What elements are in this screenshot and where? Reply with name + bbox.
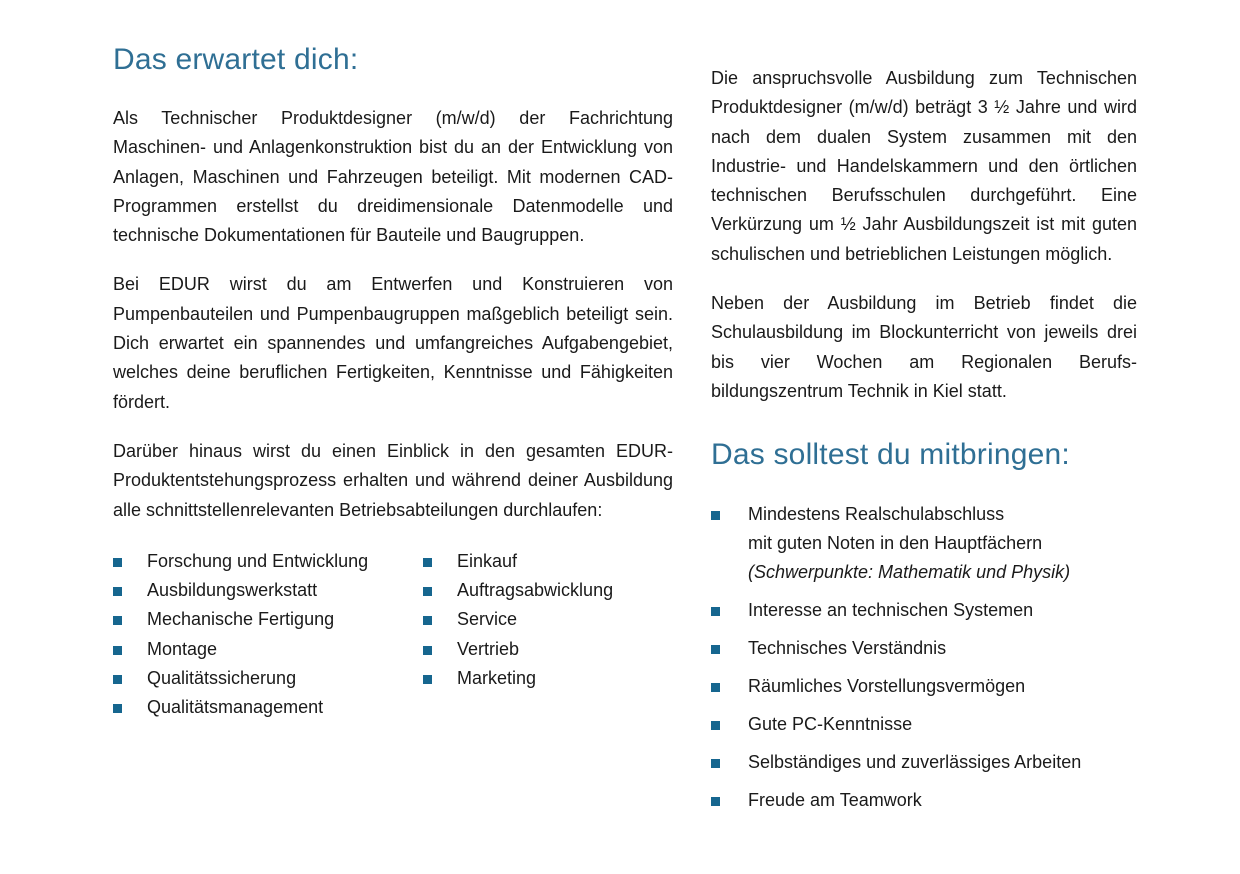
department-lists [113,547,673,737]
square-bullet-icon [113,675,122,684]
list-item [711,672,1137,701]
square-bullet-icon [423,675,432,684]
list-item [113,576,368,605]
department-list-2 [423,547,613,693]
list-item [113,605,368,634]
list-item [423,547,613,576]
square-bullet-icon [711,645,720,654]
requirement-label: Gute PC-Kenntnisse [748,714,913,735]
list-item [423,635,613,664]
requirement-detail: mit guten Noten in den Hauptfächern [748,533,1043,554]
square-bullet-icon [711,683,720,692]
list-item [423,605,613,634]
list-item-label: Qualitätssicherung [147,668,297,689]
square-bullet-icon [113,646,122,655]
paragraph-role-description: Als Technischer Produktdesigner (m/w/d) der Fachrichtung Maschinen- und Anlagenkonstruktion bist du an der Entwicklung von Anlagen, Maschinen und Fahrzeugen beteiligt. Mit modernen CAD-Programmen erstellst du dreidimensionale Datenmodelle und technische Dokumentationen für Bauteile und Baugruppen. [113,108,673,246]
heading-what-to-expect: Das erwartet dich: [113,43,359,76]
list-item [711,710,1137,739]
left-column [113,0,673,737]
requirement-label: Mindestens Realschulabschluss [748,504,1005,525]
list-item [113,693,368,722]
requirement-note: (Schwerpunkte: Mathematik und Physik) [748,562,1071,583]
list-item-label: Vertrieb [457,638,520,659]
list-item [423,576,613,605]
square-bullet-icon [423,587,432,596]
list-item [711,748,1137,777]
paragraph-training-duration: Die anspruchsvolle Ausbildung zum Technischen Produktdesigner (m/w/d) beträgt 3 ½ Jahre und wird nach dem dualen System zusammen mit den Industrie- und Handelskammern und den örtlichen technischen Berufsschulen durchgeführt. Eine Verkürzung um ½ Jahr Ausbildungszeit ist mit guten schulischen und betrieblichen Leistungen möglich. [711,68,1137,264]
list-item [113,547,368,576]
list-item-label: Forschung und Entwicklung [147,550,369,571]
list-item-label: Einkauf [457,550,518,571]
requirement-label: Räumliches Vorstellungsvermögen [748,676,1026,697]
square-bullet-icon [113,616,122,625]
department-list-1 [113,547,368,723]
square-bullet-icon [711,607,720,616]
list-item-label: Ausbildungswerkstatt [147,580,318,601]
square-bullet-icon [423,558,432,567]
square-bullet-icon [423,646,432,655]
list-item [113,635,368,664]
paragraph-edur-tasks: Bei EDUR wirst du am Entwerfen und Konstruieren von Pumpenbauteilen und Pumpenbaugruppen maßgeblich beteiligt sein. Dich erwartet ein spannendes und umfangreiches Aufgabengebiet, welches deine beruflichen Fertigkeiten, Kenntnisse und Fähigkeiten fördert. [113,274,673,412]
list-item [423,664,613,693]
square-bullet-icon [113,704,122,713]
list-item-label: Service [457,609,518,630]
square-bullet-icon [423,616,432,625]
list-item [711,634,1137,663]
square-bullet-icon [113,558,122,567]
square-bullet-icon [711,759,720,768]
square-bullet-icon [711,797,720,806]
requirement-label: Interesse an technischen Systemen [748,600,1034,621]
requirements-list [711,500,1137,815]
list-item-label: Mechanische Fertigung [147,609,335,630]
list-item-label: Marketing [457,668,537,689]
square-bullet-icon [711,721,720,730]
right-column [711,0,1137,824]
list-item [711,596,1137,625]
square-bullet-icon [113,587,122,596]
requirement-label: Freude am Teamwork [748,790,922,811]
paragraph-departments-intro: Darüber hinaus wirst du einen Einblick in den gesamten EDUR-Produktentstehungsprozess erhalten und während deiner Ausbildung alle schnittstellenrelevanten Betriebsabteilungen durchlaufen: [113,440,673,520]
list-item-label: Auftragsabwicklung [457,580,614,601]
list-item-label: Qualitätsmanagement [147,697,324,718]
list-item [711,500,1137,587]
list-item [711,786,1137,815]
list-item-label: Montage [147,638,218,659]
requirement-label: Selbständiges und zuverlässiges Arbeiten [748,752,1082,773]
paragraph-school-training: Neben der Ausbildung im Betrieb findet die Schulausbildung im Blockunterricht von jeweils drei bis vier Wochen am Regionalen Berufsbildungszentrum Technik in Kiel statt. [711,293,1137,401]
requirement-label: Technisches Verständnis [748,638,947,659]
list-item [113,664,368,693]
heading-requirements: Das solltest du mitbringen: [711,438,1070,472]
square-bullet-icon [711,511,720,520]
